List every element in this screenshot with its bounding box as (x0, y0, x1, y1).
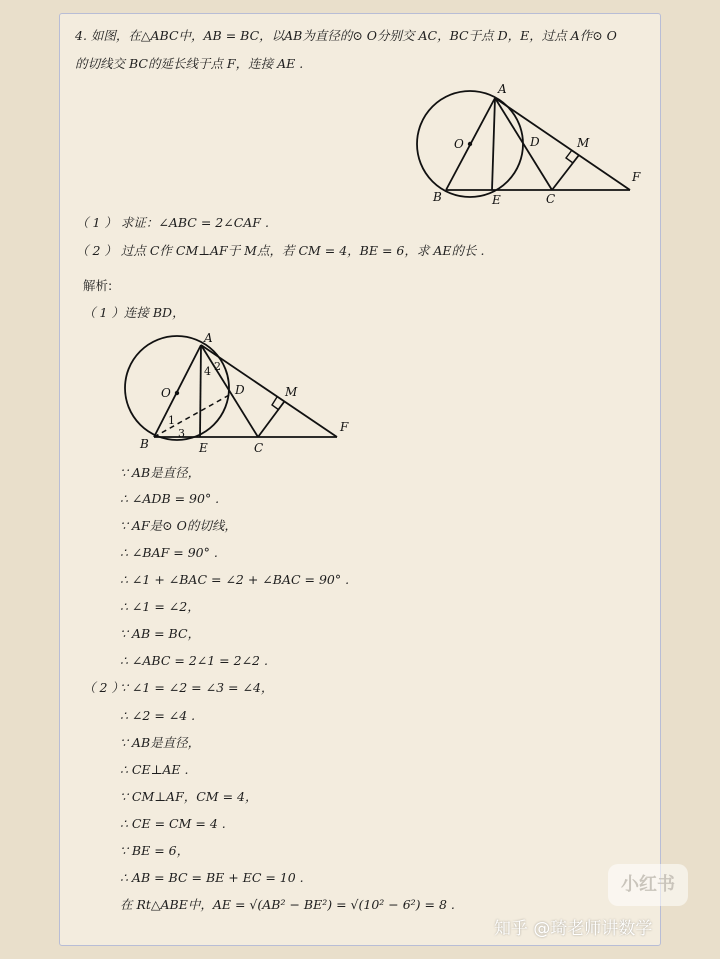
fig2-label-m: M (285, 385, 298, 399)
fig2-label-b: B (140, 437, 149, 451)
solution-header: 解析: (83, 278, 113, 293)
angle-label-2: 2 (214, 360, 221, 373)
part1-step: ∵ AF是⊙ O的切线， (120, 518, 237, 533)
angle-label-4: 4 (204, 365, 211, 378)
part2-step: ∴ CE = CM = 4 . (120, 816, 226, 831)
fig1-label-d: D (530, 135, 540, 149)
part2-step: ∵ BE = 6， (120, 843, 190, 858)
problem-line-1: 4. 如图，在△ABC中，AB = BC，以AB为直径的⊙ O分别交 AC，BC于点 D，E，过点 A作⊙ O (75, 28, 617, 43)
question-2: （ 2 ） 过点 C作 CM⊥AF于 M点，若 CM = 4，BE = 6，求 AE的长 . (76, 243, 485, 258)
fig1-label-m: M (577, 136, 590, 150)
figure-2-diagram (118, 330, 358, 460)
fig2-label-a: A (204, 331, 213, 345)
part-2-label: （ 2 ） (83, 680, 124, 695)
fig2-label-f: F (340, 420, 349, 434)
xiaohongshu-badge: 小红书 (608, 864, 688, 906)
figure-1-diagram (400, 78, 660, 208)
part1-step: ∴ ∠ADB = 90° . (120, 491, 220, 506)
question-1: （ 1 ） 求证：∠ABC = 2∠CAF . (76, 215, 269, 230)
part1-step: ∴ ∠ABC = 2∠1 = 2∠2 . (120, 653, 268, 668)
watermark: 知乎 @琦老师讲数学 (494, 919, 653, 939)
fig1-label-e: E (492, 193, 501, 207)
fig1-label-a: A (498, 82, 507, 96)
angle-label-1: 1 (168, 414, 175, 427)
fig2-label-c: C (254, 441, 264, 455)
part2-step: ∴ ∠2 = ∠4 . (120, 708, 196, 723)
fig1-label-b: B (433, 190, 442, 204)
circle-o (125, 336, 229, 440)
part2-step: ∵ ∠1 = ∠2 = ∠3 = ∠4， (120, 680, 274, 695)
fig1-label-o: O (454, 137, 464, 151)
part1-step: ∴ ∠BAF = 90° . (120, 545, 218, 560)
fig1-label-c: C (546, 192, 556, 206)
part2-step: ∴ CE⊥AE . (120, 762, 189, 777)
fig2-label-e: E (199, 441, 208, 455)
problem-line-2: 的切线交 BC的延长线于点 F，连接 AE . (75, 56, 304, 71)
part2-step: ∵ CM⊥AF，CM = 4， (120, 789, 258, 804)
fig2-label-d: D (235, 383, 245, 397)
part1-step: ∴ ∠1 = ∠2， (120, 599, 200, 614)
angle-label-3: 3 (178, 427, 185, 440)
part2-step: ∵ AB是直径， (120, 735, 201, 750)
part1-step: ∵ AB是直径， (120, 465, 201, 480)
part2-step-final: 在 Rt△ABE中，AE = √(AB² − BE²) = √(10² − 6²) = 8 . (120, 897, 455, 912)
part-1-label: （ 1 ）连接 BD， (83, 305, 185, 320)
part1-step: ∴ ∠1 + ∠BAC = ∠2 + ∠BAC = 90° . (120, 572, 350, 587)
part1-step: ∵ AB = BC， (120, 626, 201, 641)
fig1-label-f: F (632, 170, 641, 184)
part2-step: ∴ AB = BC = BE + EC = 10 . (120, 870, 304, 885)
fig2-label-o: O (161, 386, 171, 400)
